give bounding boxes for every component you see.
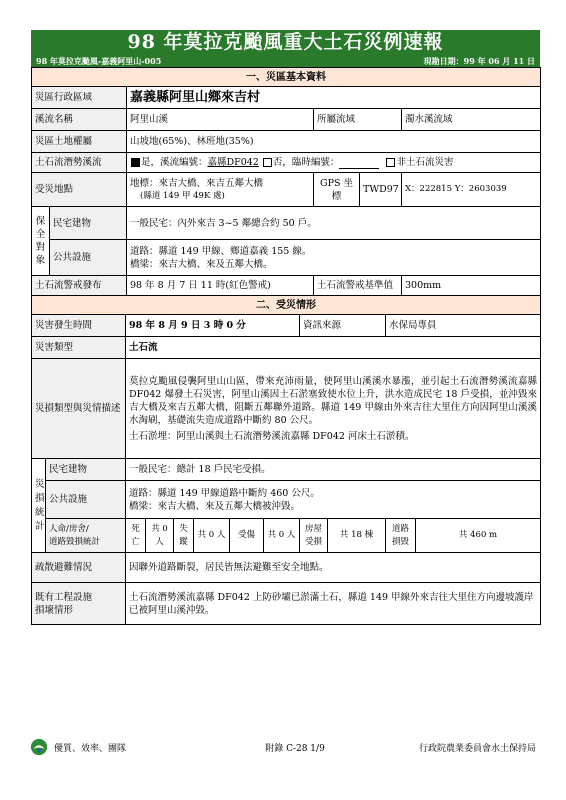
protect-houses-value: 一般民宅：內外來吉 3~5 鄰總合約 50 戶。 xyxy=(127,207,541,240)
evacuation-label: 疏散避難情況 xyxy=(32,553,126,583)
gps-coordinates: X：222815 Y：2603039 xyxy=(402,173,541,207)
stats-bridge: 橋梁：來吉大橋、來及五鄰大橋被沖毀。 xyxy=(129,500,301,512)
section-damage-heading: 二、受災情形 xyxy=(32,296,541,315)
warning-issue-value: 98 年 8 月 7 日 11 時(紅色警戒) xyxy=(127,276,314,296)
land-ownership-value: 山坡地(65%)、林班地(35%) xyxy=(127,131,541,153)
stats-char-1: 災 xyxy=(35,478,45,490)
gps-label: GPS 坐標 xyxy=(314,173,360,207)
stream-name-label: 溪流名稱 xyxy=(32,109,127,131)
stats-houses-value: 一般民宅：總計 18 戶民宅受損。 xyxy=(126,459,541,481)
report-title: 98 年莫拉克颱風重大土石災例速報 xyxy=(31,30,540,55)
stats-houses-label: 民宅建物 xyxy=(46,459,126,481)
damage-desc-paragraph: 莫拉克颱風侵襲阿里山山區，帶來充沛雨量，使阿里山溪溪水暴漲，並引起土石流潛勢溪流嘉縣 DF042 爆發土石災害，阿里山溪因土石淤塞致使水位上升，洪水造成民宅 18 戶受損，並沖毀來吉大橋及來吉五鄰大橋，阻斷五鄰聯外道路。縣道 149 甲線由外來吉往大里住方向因阿里山溪溪水淘刷，基礎流失造成道路中斷約 80 公尺。 xyxy=(129,375,538,426)
works-label-top: 既有工程設施 xyxy=(35,591,93,603)
report-id: 98 年莫拉克颱風-嘉義阿里山-005 xyxy=(36,56,162,66)
stats-public-label: 公共設施 xyxy=(46,481,126,519)
stream-name-value: 阿里山溪 xyxy=(127,109,314,131)
disaster-type-value: 土石流 xyxy=(126,337,541,359)
swcb-logo-icon xyxy=(30,738,48,756)
protect-road: 道路：縣道 149 甲線、鄉道嘉義 155 線。 xyxy=(130,245,312,257)
house-label-bottom: 受損 xyxy=(304,536,322,547)
info-source-label: 資訊來源 xyxy=(300,315,386,337)
info-source-value: 水保局專員 xyxy=(386,315,541,337)
warning-base-label: 土石流警戒基準值 xyxy=(314,276,402,296)
debris-flow-options xyxy=(127,153,541,173)
landmark-cell xyxy=(127,173,314,207)
basic-info-table xyxy=(31,67,541,296)
footer-left xyxy=(30,738,220,756)
protect-bridge: 橋梁：來吉大橋、來及五鄰大橋。 xyxy=(130,258,273,270)
house-label-top: 房屋 xyxy=(304,523,322,534)
damage-table xyxy=(31,295,541,625)
admin-area-label: 災區行政區域 xyxy=(32,87,127,109)
damage-desc-label: 災損類型與災情描述 xyxy=(32,359,126,459)
evacuation-value: 因聯外道路斷裂，居民皆無法避難至安全地點。 xyxy=(126,553,541,583)
road-damage-value: 共 460 m xyxy=(416,519,541,553)
debris-no-checkbox xyxy=(263,158,272,167)
non-debris-checkbox xyxy=(386,158,395,167)
injured-label: 受傷 xyxy=(230,519,264,553)
protect-public-value xyxy=(127,240,541,276)
footer-organization: 行政院農業委員會水土保持局 xyxy=(418,743,536,754)
works-damage-value: 土石流潛勢溪流嘉縣 DF042 上防砂壩已淤滿土石，縣道 149 甲線外來吉往大里住方向邊坡護岸已被阿里山溪沖毀。 xyxy=(126,583,541,625)
casualty-label-top: 人命/房舍/ xyxy=(49,523,89,534)
protect-targets-label xyxy=(32,207,50,276)
stats-public-value xyxy=(126,481,541,519)
road-label-bottom: 損毀 xyxy=(391,536,409,547)
basin-value: 濁水溪流域 xyxy=(402,109,541,131)
disaster-type-label: 災害類型 xyxy=(32,337,126,359)
gps-datum: TWD97 xyxy=(360,173,402,207)
protect-label-top: 保全 xyxy=(35,216,46,240)
damage-desc-value xyxy=(126,359,541,459)
protect-public-label: 公共設施 xyxy=(50,240,127,276)
landmark-note: (縣道 149 甲 49K 處) xyxy=(140,190,225,201)
house-damage-label xyxy=(300,519,328,553)
basin-label: 所屬流域 xyxy=(314,109,402,131)
debris-yes-text: 是，溪流編號： xyxy=(141,157,208,168)
event-time-label: 災害發生時間 xyxy=(32,315,126,337)
stats-char-2: 損 xyxy=(35,492,45,504)
house-damage-value: 共 18 棟 xyxy=(328,519,386,553)
protect-label-bottom: 對象 xyxy=(35,242,46,266)
road-damage-label xyxy=(386,519,416,553)
dead-label: 死亡 xyxy=(126,519,146,553)
casualty-stats-label xyxy=(46,519,126,553)
casualty-label-bottom: 道路毀損統計 xyxy=(49,536,101,547)
debris-code: 嘉縣DF042 xyxy=(207,157,259,168)
protect-houses-label: 民宅建物 xyxy=(50,207,127,240)
damage-stats-label xyxy=(32,459,46,553)
road-label-top: 道路 xyxy=(391,523,409,534)
missing-label: 失蹤 xyxy=(174,519,194,553)
stats-char-3: 統 xyxy=(35,506,45,518)
admin-area-value: 嘉義縣阿里山鄉來吉村 xyxy=(127,87,541,109)
debris-deposit-paragraph: 土石淤埋：阿里山溪與土石流潛勢溪流嘉縣 DF042 河床土石淤積。 xyxy=(129,430,415,442)
works-damage-label xyxy=(32,583,126,625)
dead-value: 共 0 人 xyxy=(146,519,174,553)
section-basic-heading: 一、災區基本資料 xyxy=(32,68,541,87)
injured-value: 共 0 人 xyxy=(264,519,300,553)
landmark-line: 地標：來吉大橋、來吉五鄰大橋 xyxy=(130,177,264,189)
land-ownership-label: 災區土地權屬 xyxy=(32,131,127,153)
warning-issue-label: 土石流警戒發布 xyxy=(32,276,127,296)
footer-slogan: 優質、效率、團隊 xyxy=(54,743,127,754)
missing-value: 共 0 人 xyxy=(194,519,230,553)
page-footer xyxy=(30,738,536,756)
report-subheader xyxy=(31,55,540,67)
debris-flow-label: 土石流潛勢溪流 xyxy=(32,153,127,173)
non-debris-text: 非土石流災害 xyxy=(396,157,454,168)
stats-char-4: 計 xyxy=(35,520,45,532)
warning-base-value: 300mm xyxy=(402,276,541,296)
footer-page-number: 附錄 C-28 1/9 xyxy=(265,743,325,754)
works-label-bottom: 損壞情形 xyxy=(35,604,74,616)
site-label: 受災地點 xyxy=(32,173,127,207)
debris-no-text: 否，臨時編號： xyxy=(272,157,340,168)
debris-yes-checkbox xyxy=(131,158,140,167)
report-page xyxy=(31,30,540,625)
event-time-value: 98 年 8 月 9 日 3 時 0 分 xyxy=(126,315,300,337)
survey-date: 現勘日期：99 年 06 月 11 日 xyxy=(423,56,535,66)
stats-road: 道路：縣道 149 甲線道路中斷約 460 公尺。 xyxy=(129,487,320,499)
temp-code-blank xyxy=(339,159,379,169)
